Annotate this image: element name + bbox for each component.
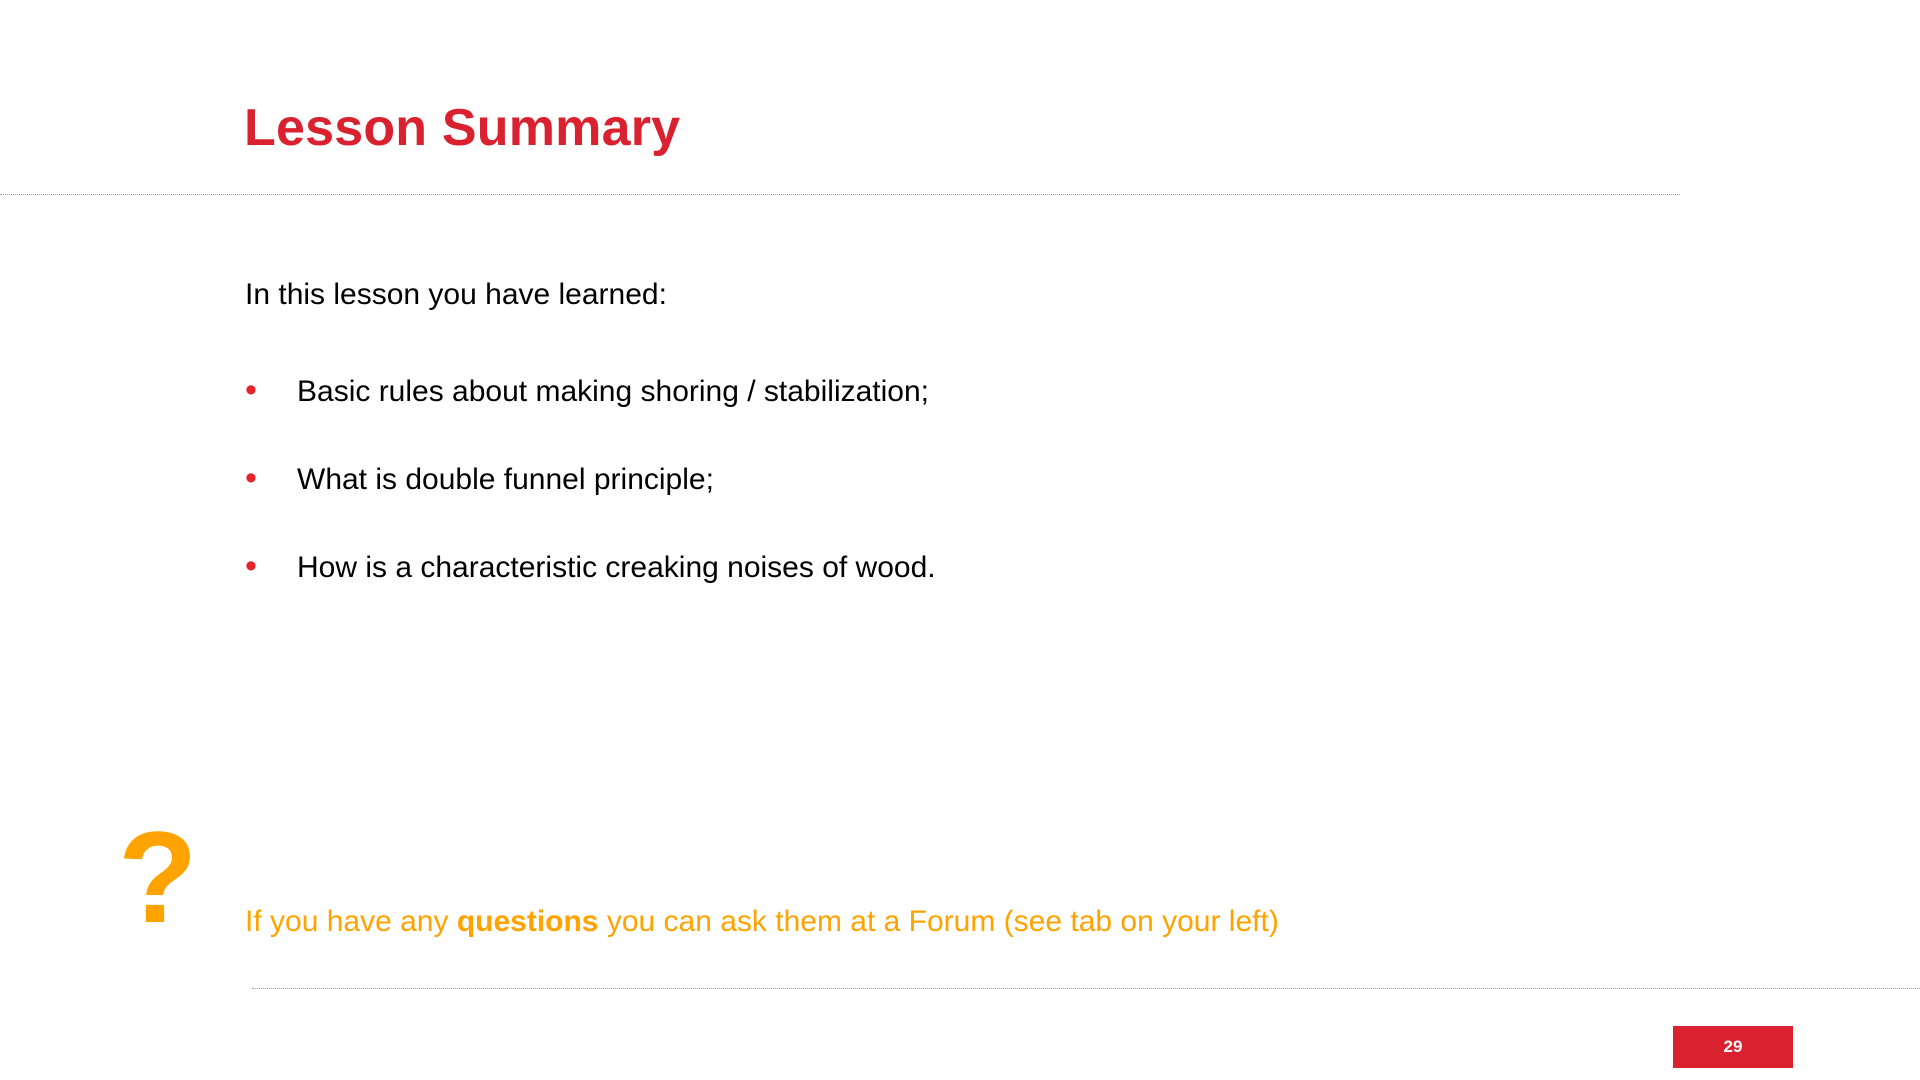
list-item — [245, 547, 1545, 591]
question-mark-icon: ? — [118, 804, 198, 950]
bullet-dot-icon: • — [245, 547, 257, 585]
list-item — [245, 459, 1545, 503]
page-number-badge: 29 — [1673, 1026, 1793, 1068]
forum-note-before: If you have any — [245, 905, 457, 938]
title-divider — [0, 194, 1680, 195]
list-item-label: Basic rules about making shoring / stabilization; — [297, 375, 929, 408]
list-item — [245, 371, 1545, 415]
forum-note — [245, 905, 1279, 939]
bullet-list — [245, 371, 1545, 639]
list-item-label: What is double funnel principle; — [297, 463, 714, 496]
forum-note-emphasis: questions — [456, 905, 599, 938]
page-title: Lesson Summary — [244, 99, 681, 157]
footer-divider — [252, 988, 1920, 989]
bullet-dot-icon: • — [245, 459, 257, 497]
forum-note-after: you can ask them at a Forum (see tab on your left) — [598, 905, 1279, 938]
list-item-label: How is a characteristic creaking noises of wood. — [297, 551, 936, 584]
bullet-dot-icon: • — [245, 371, 257, 409]
intro-text: In this lesson you have learned: — [245, 278, 667, 311]
